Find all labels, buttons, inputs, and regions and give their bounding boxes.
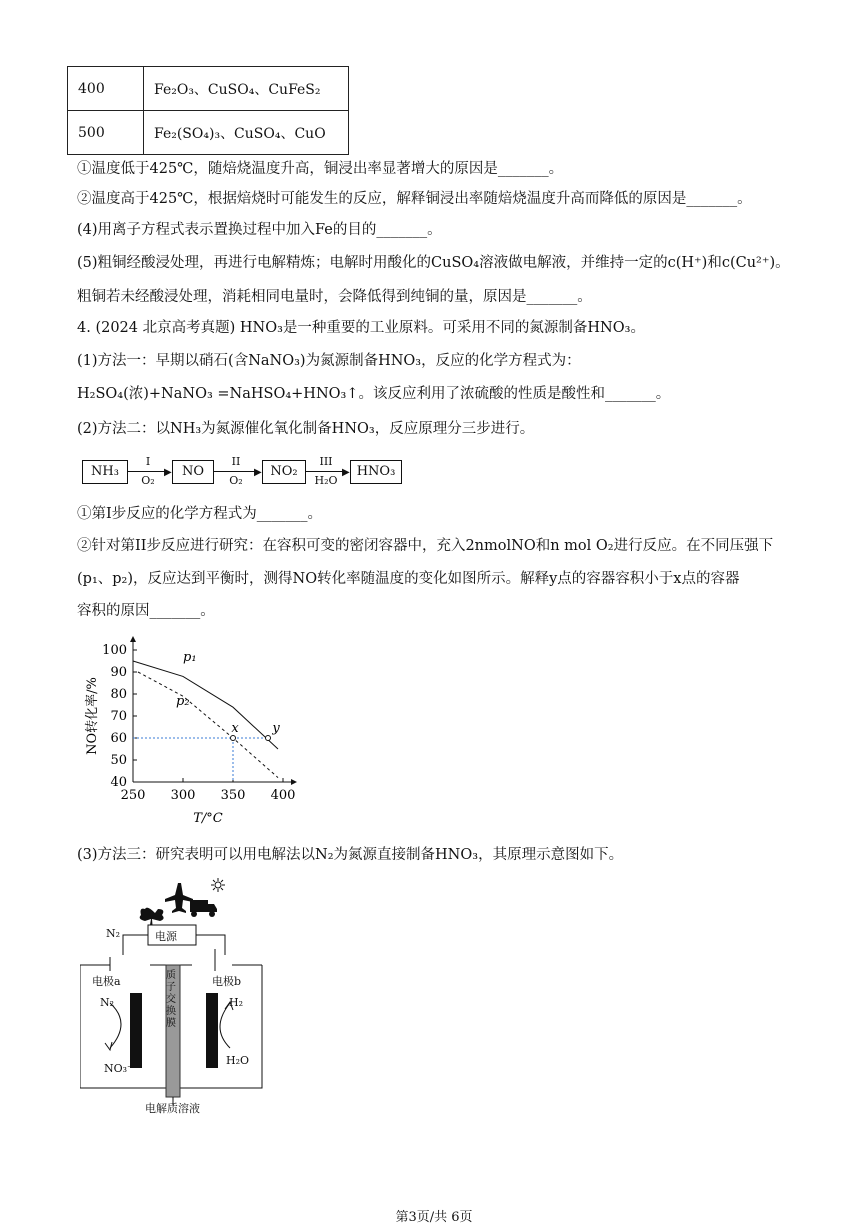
flow-node-no2: NO₂ bbox=[262, 460, 306, 484]
n2-inlet-label: N₂ bbox=[106, 927, 121, 940]
y-axis-arrow bbox=[130, 636, 136, 642]
flow-step-1: I bbox=[145, 455, 151, 468]
table-cell-products: Fe₂(SO₄)₃、CuSO₄、CuO bbox=[144, 111, 349, 155]
method-2-intro: (2)方法二：以NH₃为氮源催化氧化制备HNO₃，反应原理分三步进行。 bbox=[77, 421, 535, 437]
electrode-a-label: 电极a bbox=[92, 975, 121, 988]
left-product-label: NO₃⁻ bbox=[104, 1062, 133, 1075]
series-label-1: p₁ bbox=[183, 650, 197, 665]
right-product-label: H₂ bbox=[229, 996, 244, 1009]
flow-arrow-3 bbox=[306, 471, 346, 472]
question-3-1: ①温度低于425℃，随焙烧温度升高，铜浸出率显著增大的原因是_______。 bbox=[77, 161, 564, 177]
series-line-1 bbox=[133, 661, 278, 749]
step-2-line3: 容积的原因_______。 bbox=[77, 603, 215, 619]
flow-node-nh3: NH₃ bbox=[82, 460, 128, 484]
step-1-question: ①第I步反应的化学方程式为_______。 bbox=[77, 506, 322, 522]
step-2-line2: (p₁、p₂)，反应达到平衡时，测得NO转化率随温度的变化如图所示。解释y点的容器容积小于x点的容器 bbox=[77, 571, 740, 587]
table-cell-temp: 400 bbox=[68, 67, 144, 111]
table-row bbox=[68, 67, 349, 111]
solution-label: 电解质溶液 bbox=[145, 1102, 200, 1115]
question-5-line1: (5)粗铜经酸浸处理，再进行电解精炼；电解时用酸化的CuSO₄溶液做电解液，并维持一定的c(H⁺)和c(Cu²⁺)。 bbox=[77, 255, 790, 271]
x-axis-label: T/°C bbox=[193, 811, 223, 826]
arrowhead-icon: ▶ bbox=[164, 467, 172, 478]
x-axis-arrow bbox=[291, 779, 297, 785]
point-label-y: y bbox=[272, 721, 280, 736]
truck-icon bbox=[190, 900, 217, 917]
x-tick-label: 300 bbox=[170, 788, 196, 803]
airplane-icon bbox=[165, 883, 193, 913]
step-2-line1: ②针对第II步反应进行研究：在容积可变的密闭容器中，充入2nmolNO和n mol O₂进行反应。在不同压强下 bbox=[77, 538, 774, 554]
flow-arrow-1 bbox=[128, 471, 168, 472]
flow-node-hno3: HNO₃ bbox=[350, 460, 402, 484]
y-tick-label: 60 bbox=[110, 731, 127, 746]
right-reactant-label: H₂O bbox=[226, 1054, 250, 1067]
roasting-product-table bbox=[67, 66, 349, 155]
series-label-2: p₂ bbox=[176, 694, 190, 709]
question-3-2: ②温度高于425℃，根据焙烧时可能发生的反应，解释铜浸出率随焙烧温度升高而降低的原因是_______。 bbox=[77, 191, 752, 207]
membrane-label: 质子交换膜 bbox=[166, 970, 176, 1029]
point-label-x: x bbox=[231, 721, 239, 736]
x-tick-label: 350 bbox=[220, 788, 246, 803]
point-x bbox=[231, 736, 236, 741]
y-tick-label: 100 bbox=[102, 643, 127, 658]
y-tick-label: 80 bbox=[110, 687, 127, 702]
flow-reagent-1: O₂ bbox=[141, 474, 155, 487]
problem-4-heading: 4. (2024 北京高考真题) HNO₃是一种重要的工业原料。可采用不同的氮源制备HNO₃。 bbox=[77, 320, 645, 336]
x-tick-label: 250 bbox=[120, 788, 146, 803]
flow-node-no: NO bbox=[172, 460, 214, 484]
left-reactant-label: N₂ bbox=[100, 996, 115, 1009]
y-tick-label: 50 bbox=[110, 753, 127, 768]
electrode-a-plate bbox=[130, 993, 142, 1068]
conversion-rate-chart bbox=[78, 632, 308, 832]
power-label: 电源 bbox=[155, 930, 177, 943]
flow-step-3: III bbox=[319, 455, 333, 468]
y-tick-label: 70 bbox=[110, 709, 127, 724]
y-axis-label: NO转化率/% bbox=[85, 677, 100, 755]
table-cell-products: Fe₂O₃、CuSO₄、CuFeS₂ bbox=[144, 67, 349, 111]
flow-reagent-2: O₂ bbox=[229, 474, 243, 487]
question-5-line2: 粗铜若未经酸浸处理，消耗相同电量时，会降低得到纯铜的量，原因是_______。 bbox=[77, 289, 592, 305]
table-row bbox=[68, 111, 349, 155]
method-1-line2: H₂SO₄(浓)+NaNO₃ =NaHSO₄+HNO₃↑。该反应利用了浓硫酸的性质是酸性和_______。 bbox=[77, 386, 671, 402]
electrode-b-label: 电极b bbox=[212, 975, 242, 988]
arrowhead-icon: ▶ bbox=[254, 467, 262, 478]
page-number: 第3页/共 6页 bbox=[395, 1210, 473, 1225]
point-y bbox=[266, 736, 271, 741]
y-tick-label: 40 bbox=[110, 775, 127, 790]
flow-step-2: II bbox=[231, 455, 241, 468]
method-3-intro: (3)方法三：研究表明可以用电解法以N₂为氮源直接制备HNO₃，其原理示意图如下。 bbox=[77, 847, 624, 863]
table-cell-temp: 500 bbox=[68, 111, 144, 155]
flow-reagent-3: H₂O bbox=[314, 474, 338, 487]
y-tick-label: 90 bbox=[110, 665, 127, 680]
question-4: (4)用离子方程式表示置换过程中加入Fe的目的_______。 bbox=[77, 222, 442, 238]
flow-arrow-2 bbox=[214, 471, 258, 472]
arrowhead-icon: ▶ bbox=[342, 467, 350, 478]
sun-icon bbox=[211, 878, 225, 892]
electrode-b-plate bbox=[206, 993, 218, 1068]
series-line-2 bbox=[138, 672, 278, 778]
x-tick-label: 400 bbox=[270, 788, 296, 803]
method-1-line1: (1)方法一：早期以硝石(含NaNO₃)为氮源制备HNO₃，反应的化学方程式为： bbox=[77, 353, 581, 369]
